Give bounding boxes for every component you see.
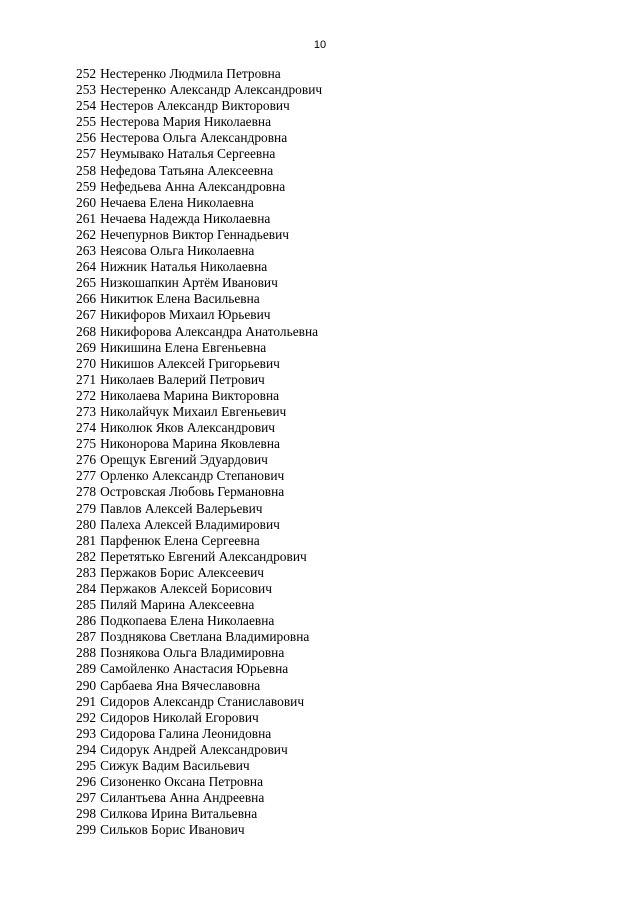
list-item: [76, 130, 596, 146]
entry-name: Нечаева Надежда Николаевна: [100, 210, 271, 226]
entry-name: Подкопаева Елена Николаевна: [100, 613, 275, 629]
entry-number: 273: [76, 403, 97, 419]
entry-number: 279: [76, 500, 97, 516]
entry-name: Пержаков Борис Алексеевич: [100, 564, 265, 580]
entry-name: Пиляй Марина Алексеевна: [100, 597, 255, 613]
entry-number: 278: [76, 484, 97, 500]
entry-number: 254: [76, 98, 97, 114]
entry-name: Нечаева Елена Николаевна: [100, 194, 254, 210]
entry-name: Нечепурнов Виктор Геннадьевич: [100, 226, 290, 242]
list-item: [76, 694, 596, 710]
list-item: [76, 307, 596, 323]
list-item: [76, 259, 596, 275]
entry-name: Неясова Ольга Николаевна: [100, 243, 255, 259]
entry-number: 277: [76, 468, 97, 484]
entry-number: 276: [76, 452, 97, 468]
entry-number: 284: [76, 581, 97, 596]
entry-name: Низкошапкин Артём Иванович: [100, 275, 278, 291]
entry-number: 293: [76, 725, 97, 741]
entry-name: Нефедьева Анна Александровна: [100, 178, 286, 194]
list-item: [76, 404, 596, 420]
entry-number: 275: [76, 436, 97, 452]
list-item: [76, 436, 596, 452]
list-item: [76, 661, 596, 677]
list-item: [76, 726, 596, 742]
entry-name: Неумывако Наталья Сергеевна: [100, 146, 276, 162]
entry-number: 274: [76, 420, 97, 436]
entry-name: Силкова Ирина Витальевна: [100, 806, 258, 822]
list-item: [76, 822, 596, 838]
list-item: [76, 324, 596, 340]
entry-number: 298: [76, 806, 97, 822]
list-item: [76, 146, 596, 162]
entry-name: Сидорова Галина Леонидовна: [100, 725, 272, 741]
entry-name: Николайчук Михаил Евгеньевич: [100, 403, 287, 419]
list-item: [76, 211, 596, 227]
entry-name: Орещук Евгений Эдуардович: [100, 452, 268, 468]
list-item: [76, 468, 596, 484]
entry-number: 253: [76, 82, 97, 98]
entry-name: Нефедова Татьяна Алексеевна: [100, 162, 274, 178]
list-item: [76, 629, 596, 645]
entry-number: 299: [76, 822, 97, 838]
entry-number: 256: [76, 130, 97, 146]
list-item: [76, 420, 596, 436]
entry-name: Никонорова Марина Яковлевна: [100, 436, 280, 452]
entry-name: Никитюк Елена Васильевна: [100, 291, 260, 307]
entry-number: 260: [76, 194, 97, 210]
list-item: [76, 790, 596, 806]
list-item: [76, 742, 596, 758]
entry-number: 292: [76, 709, 97, 725]
list-item: [76, 66, 596, 82]
entry-name: Орленко Александр Степанович: [100, 468, 285, 484]
list-item: [76, 597, 596, 613]
entry-name: Палеха Алексей Владимирович: [100, 516, 280, 532]
list-item: [76, 774, 596, 790]
name-list: [76, 66, 596, 839]
entry-name: Нижник Наталья Николаевна: [100, 259, 268, 275]
list-item: [76, 163, 596, 179]
list-item: [76, 275, 596, 291]
entry-number: 270: [76, 355, 97, 371]
list-item: [76, 678, 596, 694]
list-item: [76, 533, 596, 549]
entry-number: 271: [76, 371, 97, 387]
list-item: [76, 98, 596, 114]
entry-name: Павлов Алексей Валерьевич: [100, 500, 263, 516]
entry-name: Самойленко Анастасия Юрьевна: [100, 661, 289, 677]
entry-number: 294: [76, 741, 97, 757]
entry-number: 287: [76, 629, 97, 645]
list-item: [76, 501, 596, 517]
entry-number: 282: [76, 548, 97, 564]
entry-number: 268: [76, 323, 97, 339]
list-item: [76, 565, 596, 581]
list-item: [76, 291, 596, 307]
entry-name: Позднякова Светлана Владимировна: [100, 629, 310, 645]
entry-number: 281: [76, 532, 97, 548]
entry-number: 264: [76, 259, 97, 275]
list-item: [76, 179, 596, 195]
entry-name: Сидоров Николай Егорович: [100, 709, 259, 725]
entry-name: Сарбаева Яна Вячеславовна: [100, 677, 261, 693]
entry-number: 269: [76, 339, 97, 355]
list-item: [76, 758, 596, 774]
entry-number: 267: [76, 307, 97, 323]
list-item: [76, 806, 596, 822]
entry-number: 255: [76, 114, 97, 130]
entry-name: Нестерова Мария Николаевна: [100, 114, 272, 130]
list-item: [76, 372, 596, 388]
list-item: [76, 227, 596, 243]
entry-number: 265: [76, 275, 97, 291]
entry-number: 259: [76, 178, 97, 194]
list-item: [76, 340, 596, 356]
entry-name: Николаева Марина Викторовна: [100, 387, 280, 403]
entry-number: 252: [76, 66, 97, 81]
entry-name: Николюк Яков Александрович: [100, 420, 276, 436]
entry-name: Николаев Валерий Петрович: [100, 371, 265, 387]
entry-name: Сидоров Александр Станиславович: [100, 693, 305, 709]
entry-name: Нестеров Александр Викторович: [100, 98, 290, 114]
entry-number: 261: [76, 210, 97, 226]
entry-name: Парфенюк Елена Сергеевна: [100, 532, 260, 548]
entry-number: 286: [76, 613, 97, 629]
entry-name: Островская Любовь Германовна: [100, 484, 285, 500]
entry-name: Сизоненко Оксана Петровна: [100, 774, 264, 790]
entry-name: Нестерова Ольга Александровна: [100, 130, 288, 146]
entry-name: Сидорук Андрей Александрович: [100, 741, 288, 757]
list-item: [76, 452, 596, 468]
entry-name: Сильков Борис Иванович: [100, 822, 245, 838]
entry-number: 291: [76, 693, 97, 709]
entry-number: 258: [76, 162, 97, 178]
entry-number: 288: [76, 645, 97, 661]
entry-name: Перетятько Евгений Александрович: [100, 548, 307, 564]
list-item: [76, 645, 596, 661]
entry-name: Силантьева Анна Андреевна: [100, 790, 265, 806]
page-number: 10: [313, 39, 327, 51]
list-item: [76, 82, 596, 98]
entry-name: Нестеренко Александр Александрович: [100, 82, 323, 98]
entry-number: 285: [76, 597, 97, 613]
entry-number: 263: [76, 243, 97, 259]
entry-number: 289: [76, 661, 97, 677]
list-item: [76, 484, 596, 500]
entry-name: Нестеренко Людмила Петровна: [100, 66, 281, 81]
entry-number: 280: [76, 516, 97, 532]
entry-number: 272: [76, 387, 97, 403]
entry-number: 266: [76, 291, 97, 307]
list-item: [76, 243, 596, 259]
entry-name: Пержаков Алексей Борисович: [100, 581, 272, 596]
list-item: [76, 517, 596, 533]
entry-number: 297: [76, 790, 97, 806]
entry-name: Никишина Елена Евгеньевна: [100, 339, 267, 355]
list-item: [76, 549, 596, 565]
entry-number: 296: [76, 774, 97, 790]
list-item: [76, 581, 596, 597]
entry-name: Никишов Алексей Григорьевич: [100, 355, 280, 371]
entry-name: Сижук Вадим Васильевич: [100, 758, 250, 774]
entry-number: 290: [76, 677, 97, 693]
entry-number: 283: [76, 564, 97, 580]
list-item: [76, 195, 596, 211]
list-item: [76, 356, 596, 372]
entry-name: Никифоров Михаил Юрьевич: [100, 307, 271, 323]
entry-name: Познякова Ольга Владимировна: [100, 645, 285, 661]
entry-number: 257: [76, 146, 97, 162]
entry-number: 262: [76, 226, 97, 242]
list-item: [76, 710, 596, 726]
list-item: [76, 388, 596, 404]
list-item: [76, 114, 596, 130]
list-item: [76, 613, 596, 629]
entry-number: 295: [76, 758, 97, 774]
entry-name: Никифорова Александра Анатольевна: [100, 323, 319, 339]
